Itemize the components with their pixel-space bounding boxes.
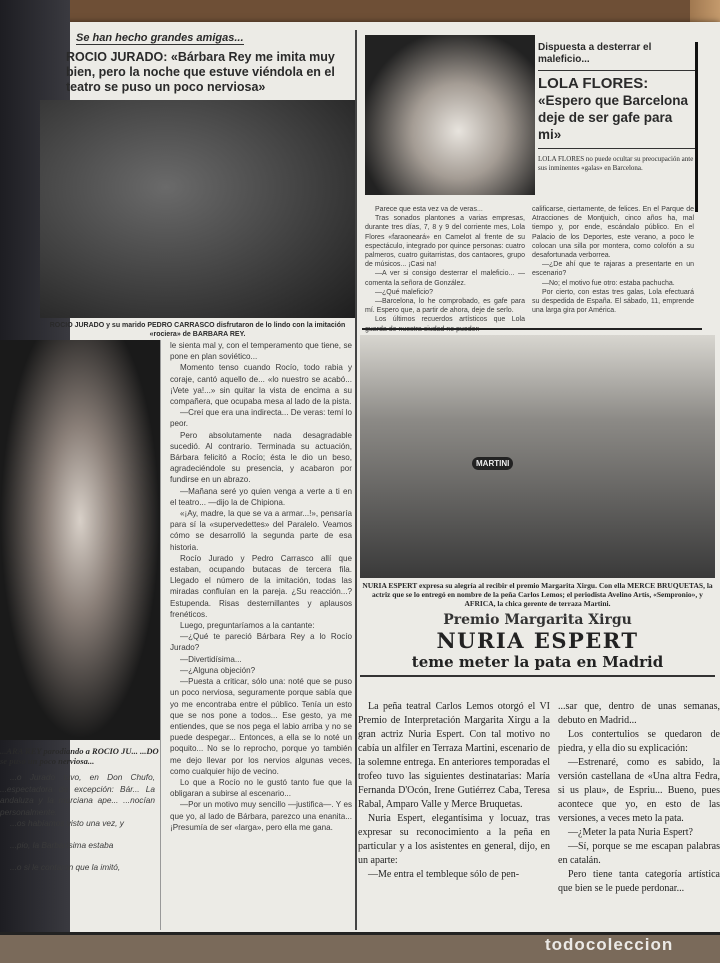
column-divider — [160, 340, 161, 930]
photo-caption: ...ARA REY parodiando a ROCIO JU... ...DO se puso un poco nerviosa... — [0, 746, 159, 766]
section-divider — [362, 328, 702, 330]
nuria-column-1: La peña teatral Carlos Lemos otorgó el VI Premio de Interpretación Margarita Xirgu a la gran actriz Nuria Espert. Con tal motivo no cabía un alfiler en Terraza Martini, escenario de la solemne entrega. En anteriores temporadas el trofeo tuvo las siguientes destinatarias: María Fernanda D'Ocón, Irene Gutiérrez Caba, Teresa Rabal, Amparo Valle y Merce Bruquetas. Nuria Espert, elegantísima y locuaz, tras expresar su reconocimiento a la peña en particular y a los asistentes en general, dijo, en un aparte: —Me entra el tembleque sólo de pen- — [358, 701, 550, 880]
photo-barbara-rey — [0, 340, 160, 740]
kicker: Se han hecho grandes amigas... — [76, 32, 244, 44]
subheadline: teme meter la pata en Madrid — [411, 653, 664, 671]
headline: NURIA ESPERT — [436, 628, 639, 653]
photo-nuria-espert — [360, 335, 715, 578]
headline: ROCIO JURADO: «Bárbara Rey me imita muy bien, pero la noche que estuve viéndola en el teatro se puso un poco nerviosa» — [66, 50, 335, 94]
sidebar-quote: «Espero que Barcelona deje de ser gafe para mi» — [538, 92, 695, 149]
lola-column-1: Parece que esta vez va de veras... Tras sonados plantones a varias empresas, durante tres días, 7, 8 y 9 del corriente mes, Lola Flores «faraoneará» en Camelot al frente de su espectáculo, integrado por quince personas: cuatro palmeros, cuatro guitarristas, dos cantaores, grupo de músicos... ¡Casi na! —A ver si consigo desterrar el maleficio... —comenta la señora de González. —¿Qué maleficio? —Barcelona, lo he comprobado, es gafe para mí. Espero que, a partir de ahora, deje de serlo. Los últimos recuerdos artísticos que Lola — [365, 206, 525, 324]
watermark: todocoleccion — [545, 935, 674, 954]
nuria-headline — [360, 612, 715, 677]
photo-rocio-pedro — [40, 100, 355, 318]
kicker: Premio Margarita Xirgu — [443, 612, 632, 628]
nuria-column-2: ...sar que, dentro de unas semanas, debuto en Madrid... Los contertulios se quedaron de piedra, y ella dio su explicación: —Estrenaré, como es sabido, la versión castellana de «Una altra Fedra, si us plau», de Espriu... Bueno, pues acontece que yo, en esto de las versiones, a veces meto la pata. —¿Meter la pata Nuria Espert? —Sí, porque se me escapan palabras en catalán. Pero tiene tanta categoría artística que bien se le puede perdonar... — [558, 701, 720, 894]
sidebar-title: LOLA FLORES: — [538, 75, 649, 92]
photo-caption: ROCIO JURADO y su marido PEDRO CARRASCO disfrutaron de lo lindo con la imitación «rociera» de BARBARA REY. — [49, 322, 346, 338]
left-column-text: ...o Jurado tuvo, en Don Chufo, ...espectadora de excepción: Bár... La andaluza y la murciana ape... ...nocían personalmente. ...os habíamos visto una vez, y ...pio, la Barbarísima estaba ...o si le contaron que la imitó, — [0, 772, 155, 872]
article-rocio-header — [66, 28, 360, 98]
column-divider — [355, 30, 357, 930]
middle-column-text: le sienta mal y, con el temperamento que tiene, se pone en plan soviético... Momento tenso cuando Rocío, todo rabia y coraje, cantó aquello de... «lo nuestro se acabó... ¡Vete ya!...» sin quitar la vista de encima a su compañera, que ocupaba mesa al lado de la pista. —Creí que era una indirecta... De veras: temí lo peor. Pero absolutamente nada desagradable sucedió. Al contrario. Terminada su actuación, Bárbara felicitó a Rocío; ésta le dio un beso, agradeciéndole su presencia, y acabaron por fundirse en un abrazo. —Mañana seré yo quien venga a verte a ti en el teatro... —dijo la de Chipiona. «¡Ay, madre, la que se va a armar...!», pensaría para sí la «supervedettes» del Paralelo. Veamos cómo se desarrolló la segunda parte de esa historia. Rocío Jurado y Pedro Carrasco allí que estaban, ocupando butacas de tercera fila. Llegado el número de la imitación, todas las miradas confluían en la pareja. ¿Su reacción...? Estupenda. Risas desternillantes y aplausos frenéticos. Luego, preguntaríamos a la cantante: —¿Qué te pareció Bárbara Rey a lo Rocío Jurado? —Divertidísima... —¿Alguna objeción? —Puesta a criticar, sólo una: noté que se puso un poco nerviosa, seguramente porque sabía que yo me encontraba entre el público. Tenía un esto que se nos pone a todos... Ese gesto, ya me entiendes, que se nos pega el labio arriba y no se puede despegar... Entonces, a ella se lo noté un poquito... No se lo reprocho, porque yo también me dejo llevar por los nervios algunas veces, como cualquier hijo de vecino. Lo que a Rocío no le gustó tanto fue que la obligaran a subirse al escenario... —Por un motivo muy sencillo —justifica—. Y es que yo, al lado de Bárbara, parezco una enanita... ¡Presumía de ser «larga», pero ella me gana. — [170, 341, 352, 832]
photo-lola-flores — [365, 35, 535, 195]
lola-sidebar — [538, 42, 698, 212]
photo-caption: NURIA ESPERT expresa su alegría al recibir el premio Margarita Xirgu. Con ella MERCE BRUQUETAS, la actriz que se lo entregó en nombre de la peña Carlos Lemos; el periodista Avelino Artís, «Sempronio», y AFRICA, la chica gerente de terraza Martini. — [362, 581, 713, 608]
lola-column-2: calificarse, ciertamente, de felices. En el Parque de Atracciones de Montjuich, cinco años ha, mal tiempo y, por ende, escándalo público. En el Palacio de los Deportes, este verano, a poco le colocan una silla por montera, como colofón a su desafortunada verborrea. —¿De ahí que te rajaras a presentarte en un escenario? —No; el motivo fue otro: estaba pachucha. Por cierto, con estas tres galas, Lola efectuará su despedida de España. El sábado, 11, emprende una larga gira por América. — [532, 206, 694, 315]
photo-caption: LOLA FLORES no puede ocultar su preocupación ante sus inminentes «galas» en Barcelona. — [538, 155, 694, 172]
martini-sign: MARTINI — [472, 457, 513, 470]
kicker: Dispuesta a desterrar el maleficio... — [538, 42, 695, 71]
